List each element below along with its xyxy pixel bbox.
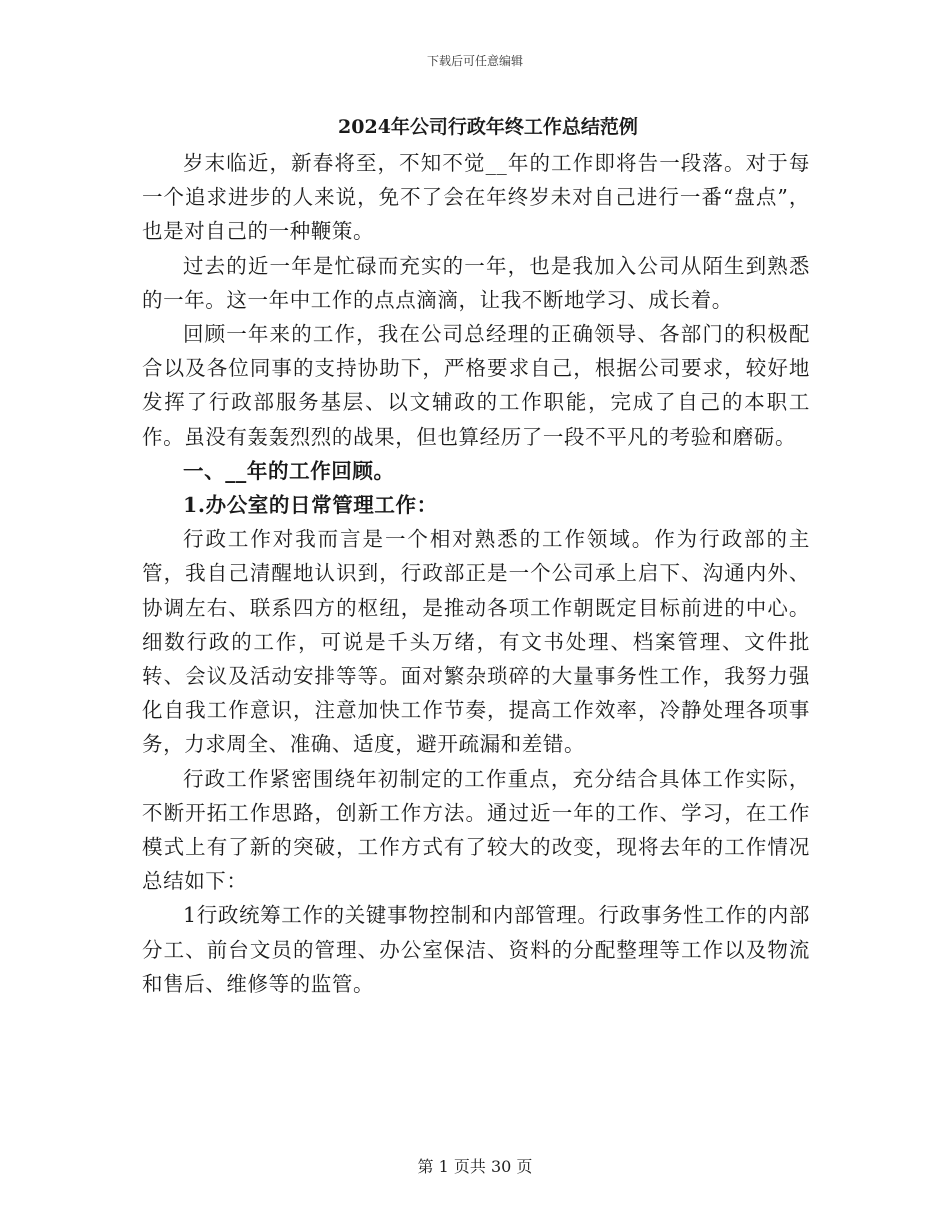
paragraph-review: 回顾一年来的工作，我在公司总经理的正确领导、各部门的积极配合以及各位同事的支持协助下，严格要求自己，根据公司要求，较好地发挥了行政部服务基层、以文辅政的工作职能，完成了自己的本职工作。虽没有轰轰烈烈的战果，但也算经历了一段不平凡的考验和磨砺。 bbox=[142, 322, 810, 449]
paragraph-intro: 岁末临近，新春将至，不知不觉__年的工作即将告一段落。对于每一个追求进步的人来说，免不了会在年终岁未对自己进行一番“盘点”，也是对自己的一种鞭策。 bbox=[142, 151, 810, 244]
paragraph-past-year: 过去的近一年是忙碌而充实的一年，也是我加入公司从陌生到熟悉的一年。这一年中工作的点点滴滴，让我不断地学习、成长着。 bbox=[142, 253, 810, 312]
document-body bbox=[142, 112, 810, 1001]
subsection-heading: 1.办公室的日常管理工作： bbox=[183, 493, 438, 518]
page-number: 第 1 页共 30 页 bbox=[417, 1157, 533, 1176]
paragraph-work-focus: 行政工作紧密围绕年初制定的工作重点，充分结合具体工作实际，不断开拓工作思路，创新工作方法。通过近一年的工作、学习，在工作模式上有了新的突破，工作方式有了较大的改变，现将去年的工作情况总结如下： bbox=[142, 766, 810, 894]
document-title: 2024年公司行政年终工作总结范例 bbox=[338, 116, 638, 138]
page-header: 下载后可任意编辑 bbox=[426, 54, 523, 68]
paragraph-admin-work: 行政工作对我而言是一个相对熟悉的工作领域。作为行政部的主管，我自己清醒地认识到，行政部正是一个公司承上启下、沟通内外、协调左右、联系四方的枢纽，是推动各项工作朝既定目标前进的中心。细数行政的工作，可说是千头万绪，有文书处理、档案管理、文件批转、会议及活动安排等等。面对繁杂琐碎的大量事务性工作，我努力强化自我工作意识，注意加快工作节奏，提高工作效率，冷静处理各项事务，力求周全、准确、适度，避开疏漏和差错。 bbox=[142, 527, 810, 757]
section-heading: 一、__年的工作回顾。 bbox=[183, 458, 395, 483]
paragraph-item-1: 1行政统筹工作的关键事物控制和内部管理。行政事务性工作的内部分工、前台文员的管理、办公室保洁、资料的分配整理等工作以及物流和售后、维修等的监管。 bbox=[142, 903, 810, 996]
